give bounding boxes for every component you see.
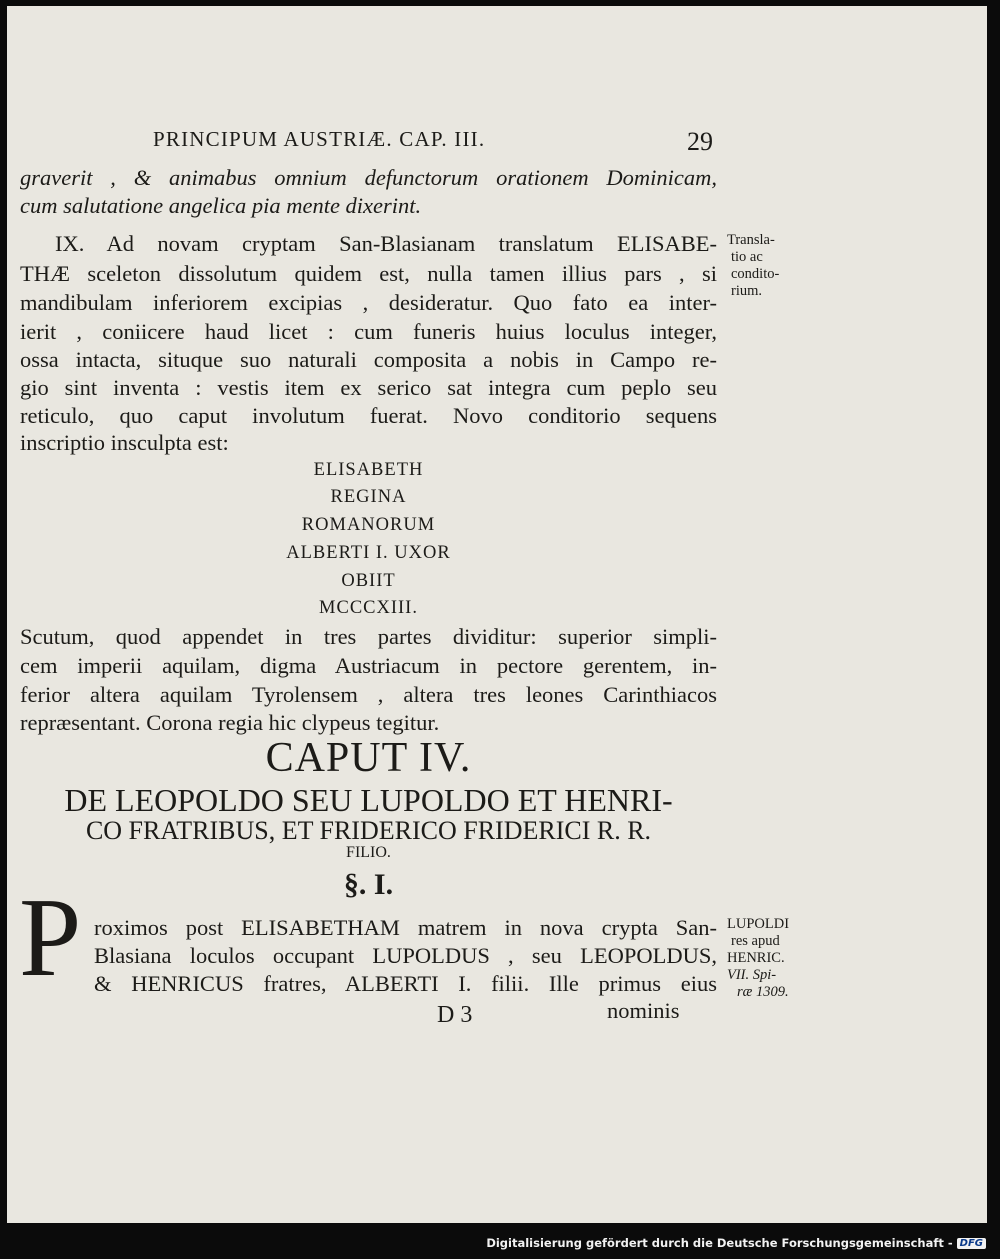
section-line-2: Blasiana loculos occupant LUPOLDUS , seu LEOPOLDUS, xyxy=(94,943,717,968)
section-mark: §. I. xyxy=(343,868,394,901)
body-line-10: inscriptio insculpta est: xyxy=(20,430,229,455)
margin-note-2-line: res apud xyxy=(731,933,780,949)
inscription-line-1: ELISABETH xyxy=(313,460,424,480)
scutum-line-4: repræsentant. Corona regia hic clypeus tegitur. xyxy=(20,710,440,735)
inscription-line-2: REGINA xyxy=(330,487,407,507)
chapter-title: CAPUT IV. xyxy=(265,735,472,781)
margin-note-1-line: rium. xyxy=(731,283,763,299)
body-line-3: IX. Ad novam cryptam San-Blasianam translatum ELISABE- xyxy=(55,231,717,256)
chapter-subtitle-3: FILIO. xyxy=(346,844,391,861)
margin-note-2-line: HENRIC. xyxy=(727,950,785,966)
book-page xyxy=(7,6,987,1223)
section-line-1: roximos post ELISABETHAM matrem in nova crypta San- xyxy=(94,915,717,940)
body-line-1: graverit , & animabus omnium defunctorum orationem Dominicam, xyxy=(20,165,717,190)
margin-note-1-line: condito- xyxy=(731,266,780,282)
body-line-7: ossa intacta, situque suo naturali composita a nobis in Campo re- xyxy=(20,347,717,372)
body-line-2: cum salutatione angelica pia mente dixerint. xyxy=(20,193,422,218)
body-line-6: ierit , coniicere haud licet : cum funeris huius loculus integer, xyxy=(20,319,717,344)
scutum-line-2: cem imperii aquilam, digma Austriacum in pectore gerentem, in- xyxy=(20,653,717,678)
margin-note-2 xyxy=(727,916,789,1001)
body-line-8: gio sint inventa : vestis item ex serico sat integra cum peplo seu xyxy=(20,375,717,400)
catchword: nominis xyxy=(607,998,680,1023)
running-title: PRINCIPUM AUSTRIÆ. CAP. III. xyxy=(153,127,486,151)
digitization-footer xyxy=(486,1236,986,1250)
inscription-line-5: OBIIT xyxy=(341,571,396,591)
margin-note-1 xyxy=(727,232,779,300)
dfg-logo-icon: DFG xyxy=(957,1238,986,1249)
body-line-9: reticulo, quo caput involutum fuerat. Novo conditorio sequens xyxy=(20,403,717,428)
chapter-subtitle-2: CO FRATRIBUS, ET FRIDERICO FRIDERICI R. R. xyxy=(85,816,652,845)
chapter-subtitle-1: DE LEOPOLDO SEU LUPOLDO ET HENRI- xyxy=(64,782,673,818)
margin-note-2-line: ræ 1309. xyxy=(737,984,789,1000)
page-number: 29 xyxy=(687,127,713,156)
scutum-line-3: ferior altera aquilam Tyrolensem , altera tres leones Carinthiacos xyxy=(20,682,717,707)
margin-note-2-line: LUPOLDI xyxy=(727,916,790,932)
inscription-line-3: ROMANORUM xyxy=(301,515,436,535)
margin-note-1-line: tio ac xyxy=(731,249,763,265)
signature-mark: D 3 xyxy=(437,1002,473,1028)
margin-note-1-line: Transla- xyxy=(727,232,775,248)
scutum-line-1: Scutum, quod appendet in tres partes dividitur: superior simpli- xyxy=(20,624,717,649)
margin-note-2-line: VII. Spi- xyxy=(727,967,777,983)
section-line-3: & HENRICUS fratres, ALBERTI I. filii. Ille primus eius xyxy=(94,971,717,996)
body-line-4: THÆ sceleton dissolutum quidem est, nulla tamen illius pars , si xyxy=(20,261,717,286)
footer-text: Digitalisierung gefördert durch die Deutsche Forschungsgemeinschaft - xyxy=(486,1236,953,1250)
drop-cap: P xyxy=(19,876,82,1000)
body-line-5: mandibulam inferiorem excipias , desideratur. Quo fato ea inter- xyxy=(20,290,717,315)
inscription-line-6: MCCCXIII. xyxy=(319,598,418,618)
inscription-line-4: ALBERTI I. UXOR xyxy=(286,543,451,563)
